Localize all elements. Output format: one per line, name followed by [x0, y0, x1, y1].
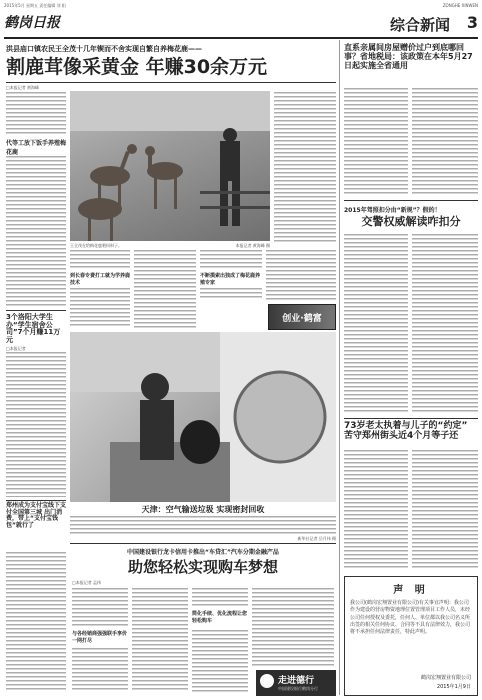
right-story3-col2: [412, 450, 478, 570]
bottom-story-col4: [252, 588, 334, 666]
ad-banner: [268, 304, 336, 330]
lead-text-col3: [134, 250, 196, 328]
right-story2-col2: [412, 234, 478, 414]
lead-text-col1b: [6, 156, 66, 306]
right-story3-title: 73岁老太执着与儿子的“约定” 苦守郑州街头近4个月等子还: [344, 421, 468, 441]
lead-text-col4: [274, 92, 336, 242]
right-story3-col1: [344, 450, 408, 570]
issue-date: 2015年5月 星期五 责任编辑 刘 阳: [4, 3, 66, 8]
bottom-story-col2: [132, 588, 188, 692]
ccb-ad-tagline: 中国建设银行鹤岗分行: [278, 686, 318, 691]
lead-headline: 割鹿茸像采黄金 年赚30余万元: [6, 56, 268, 78]
right-story1-title: 直系亲属间房屋赠价过户到底哪回事？省地税局：该政策在本年5月27日起实施全省通用: [344, 43, 473, 70]
bottom-story-col1b: [72, 648, 128, 692]
lead-rule: [6, 82, 336, 83]
lead-text-col2a: [70, 250, 130, 270]
lead-subhead-1: 代等工放下饭手养殖梅花鹿: [6, 140, 67, 156]
left-story-text: [6, 352, 66, 497]
deer-photo-caption: 王全茂在给梅花鹿喂饲料子。: [70, 243, 122, 248]
bottom-story-col3a: [192, 588, 248, 608]
left-story2-text: [6, 552, 66, 692]
right-story1-col2: [412, 88, 478, 196]
column-divider: [339, 40, 340, 695]
lead-text-col1: [6, 92, 66, 136]
bottom-story-title: 助您轻松实现购车梦想: [127, 558, 278, 576]
right-story2-col1: [344, 234, 408, 414]
right-story2-rule: [344, 200, 478, 201]
bottom-story-rule: [70, 543, 336, 544]
lead-text-col5: [266, 250, 336, 300]
left-story2-title: 郑州成为支付宝线下支付全国第三城 出门消费，带上“支付宝钱包”就行了: [6, 502, 67, 529]
left-story-title: 3个洛阳大学生办“学生宿舍公司”7个月赚11万元: [6, 313, 61, 345]
lead-text-col3c: [200, 288, 262, 300]
deer-photo-credit: 本报记者 黄海峰 摄: [235, 243, 270, 248]
bottom-story-subhead-1: 与各经销商强强联手享价一网打尽: [72, 631, 128, 644]
ad-banner-label: 创业·鹤富: [282, 314, 322, 324]
lead-byline: □本报记者 黄海峰: [6, 85, 40, 90]
section-title: 综合新闻: [389, 16, 450, 34]
bottom-story-kicker: 中国建设银行龙卡信用卡推出“车贷汇”汽车分期金融产品: [127, 549, 279, 556]
page-tag: ZONGHE XINWEN: [442, 3, 478, 8]
deer-photo: [70, 91, 270, 241]
top-info-bar: [4, 2, 478, 10]
notice-box: [344, 576, 478, 696]
masthead: [4, 11, 478, 39]
page-number: 3: [466, 13, 478, 32]
bottom-story-col1: [72, 588, 128, 628]
right-story1-col1: [344, 88, 408, 196]
notice-company: 鹤岗宏翔置业有限公司: [420, 675, 471, 681]
right-story2-title: 交警权威解读咋扣分: [361, 215, 461, 228]
left-story2-rule: [6, 500, 66, 501]
garbage-photo: [70, 332, 336, 502]
deer-illustration: [70, 91, 270, 241]
notice-date: 2015年1月9日: [436, 684, 471, 690]
garbage-illustration: [70, 332, 336, 502]
lead-subhead-3: 不断摸索出独成了梅花鹿养殖专家: [200, 273, 261, 286]
ccb-ad-brand: 走进德行: [278, 676, 315, 686]
right-story2-kicker: 2015年驾照扣分由“新规”？假的！: [344, 207, 441, 214]
notice-body: 我公司(鹤岗宏翔置业有限公司)有关事宜声明：我公司作为建设的营房物资地理位置管理项目工作人员，未经公司任何授权及委托，任何人、单位都以我公司名义所出签的相关任何协议、合同等不具有法律效力，我公司将不承担任何法律责任，特此声明。: [350, 600, 471, 635]
lead-kicker: 洪县庙口镇农民王全茂十几年锲而不舍实现自繁自养梅花鹿——: [6, 45, 202, 53]
newspaper-logo: 鹤岗日报: [4, 15, 60, 31]
garbage-photo-desc: [70, 516, 336, 534]
lead-text-col3b: [200, 250, 262, 270]
right-story3-rule: [344, 418, 478, 419]
bank-logo-icon: [260, 674, 274, 688]
left-story-byline: □本报记者: [6, 346, 26, 351]
notice-title: 声 明: [393, 585, 429, 596]
garbage-photo-caption: 天津：空气输送垃圾 实现密封回收: [141, 505, 265, 514]
left-story-rule: [6, 310, 66, 311]
bottom-story-subhead-2: 简化手续、优化流程让您轻松购车: [192, 611, 248, 624]
lead-subhead-2: 到长春专费打工就为学养鹿技术: [70, 273, 131, 286]
bottom-story-byline: □本报记者 孟伟: [72, 580, 102, 585]
bottom-story-col3b: [192, 630, 248, 692]
lead-text-col2b: [70, 288, 130, 328]
garbage-photo-credit: 新华社记者 岳月伟 摄: [297, 536, 336, 541]
ccb-ad: [256, 670, 336, 696]
